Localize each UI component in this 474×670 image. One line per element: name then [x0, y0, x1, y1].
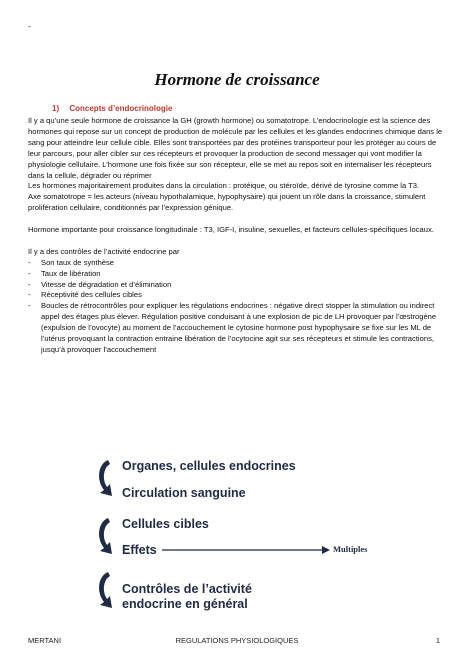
section-title: Concepts d’endocrinologie — [69, 104, 173, 113]
paragraph-hormones: Les hormones majoritairement produites dans la circulation : protéique, ou stéroïde, dérivé de tyrosine comme la T3. — [28, 181, 420, 191]
diagram-label-organes: Organes, cellules endocrines — [122, 459, 296, 473]
list-item: - Réceptivité des cellules cibles — [28, 290, 446, 301]
diagram-label-effets: Effets — [122, 543, 157, 557]
footer-course: REGULATIONS PHYSIOLOGIQUES — [175, 636, 299, 645]
footer-author: MERTANI — [28, 636, 62, 645]
diagram-label-circulation: Circulation sanguine — [122, 486, 246, 500]
curved-arrow-icon — [99, 518, 112, 554]
list-item: - Boucles de rétrocontrôles pour expliquer les régulations endocrines : négative direct stopper la stimulation ou indirect appel des étages plus élever. Régulation positive conduisant à une explosion de pic de LH provoquer par l’œstrogène (expulsion de l’ovocyte) au moment de l’accouchement le cytosine hormone post hypophysaire se fixe sur les ML de l’utérus provoquant la contraction entraine libération de l’ocytocine agit sur ses récepteurs et stimule les contractions, jusqu’à provoquer l’accouchement — [28, 301, 446, 356]
diagram-label-endocrine: endocrine en général — [122, 597, 248, 611]
list-item: - Taux de libération — [28, 269, 446, 280]
header-mark: - — [28, 22, 31, 31]
diagram-label-controles: Contrôles de l’activité — [122, 582, 252, 596]
paragraph-axe: Axe somatotrope = les acteurs (niveau hypothalamique, hypophysaire) qui jouent un rôle dans la croissance, stimulent prolifération cellulaire, conditionnés par l’expression génique. — [28, 192, 426, 213]
list-item: - Vitesse de dégradation et d’élimination — [28, 280, 446, 291]
paragraph-controles: Il y a des contrôles de l’activité endocrine par — [28, 246, 180, 256]
paragraph-important: Hormone importante pour croissance longitudinale : T3, IGF-I, insuline, sexuelles, et facteurs cellules-spécifiques locaux. — [28, 225, 434, 235]
controls-list — [28, 258, 446, 356]
paragraph-intro: Il y a qu’une seule hormone de croissance la GH (growth hormone) ou somatotrope. L’endocrinologie est la science des hormones qui repose sur un concept de production de molécule par les cellules et les glandes endocrines chimique dans le sang pour atteindre leur cellule cible. Elles sont transportées par des protéines transporteur pour les protéger au cours de leur parcours, pour aller cibler sur ces récepteurs et provoquer la production de second messager qui vont modifier la physiologie cellulaire. L’hormone une fois fixée sur son récepteur, elle se met au repos soit en internaliser les récepteurs dans la cellule, dégrader ou réprimer — [28, 116, 443, 180]
section-number: 1) — [52, 104, 60, 113]
curved-arrow-icon — [99, 572, 112, 608]
page-title: Hormone de croissance — [154, 70, 320, 89]
curved-arrow-icon — [99, 460, 112, 496]
right-arrow-icon — [162, 546, 330, 554]
list-item: - Son taux de synthèse — [28, 258, 446, 269]
footer-page-number: 1 — [435, 636, 440, 645]
diagram-label-cellules-cibles: Cellules cibles — [122, 517, 209, 531]
section-heading — [52, 104, 172, 113]
diagram-label-multiples: Multiples — [333, 544, 368, 554]
endocrine-diagram — [90, 452, 410, 622]
body-text — [28, 116, 446, 356]
